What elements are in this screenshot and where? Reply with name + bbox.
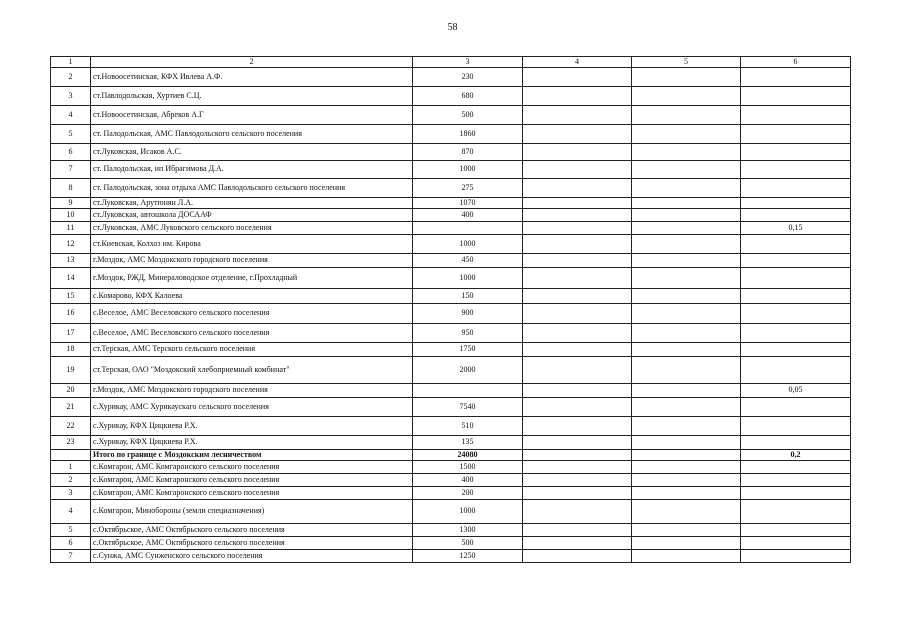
row-col-5 [632,417,741,436]
row-number: 15 [51,289,91,304]
table-row [51,235,851,254]
row-col-4 [523,87,632,106]
row-name: ст.Луковская, АМС Луковского сельского поселения [91,222,413,235]
row-number [51,450,91,461]
row-col-4 [523,537,632,550]
row-col-3: 1000 [413,268,523,289]
row-number: 19 [51,357,91,384]
row-col-3: 870 [413,144,523,161]
row-col-4 [523,268,632,289]
row-col-3: 450 [413,254,523,268]
row-col-4 [523,357,632,384]
row-col-6 [741,68,851,87]
row-col-3: 900 [413,304,523,324]
row-col-4 [523,524,632,537]
row-name: Итого по границе с Моздокским лесничеством [91,450,413,461]
row-name: ст.Терская, АМС Терского сельского поселения [91,343,413,357]
row-col-4 [523,436,632,450]
row-col-3: 680 [413,87,523,106]
table-row [51,68,851,87]
table-row [51,436,851,450]
row-col-5 [632,324,741,343]
row-col-5 [632,450,741,461]
row-col-4 [523,209,632,222]
row-col-6 [741,161,851,179]
header-col-1: 1 [51,57,91,68]
row-name: г.Моздок, АМС Моздокского городского поселения [91,384,413,398]
table-row [51,357,851,384]
row-col-5 [632,222,741,235]
row-col-3: 24080 [413,450,523,461]
row-col-3: 1000 [413,500,523,524]
row-number: 5 [51,125,91,144]
row-col-6: 0,15 [741,222,851,235]
row-col-4 [523,343,632,357]
table-row [51,209,851,222]
row-col-3: 1250 [413,550,523,563]
row-col-3: 2000 [413,357,523,384]
row-col-3: 500 [413,537,523,550]
table-row [51,461,851,474]
row-name: с.Веселое, АМС Веселовского сельского поселения [91,324,413,343]
row-number: 3 [51,87,91,106]
row-name: ст.Новоосетинская, КФХ Ивлева А.Ф. [91,68,413,87]
row-col-5 [632,524,741,537]
row-col-4 [523,144,632,161]
row-col-4 [523,417,632,436]
row-number: 23 [51,436,91,450]
row-col-4 [523,179,632,198]
row-col-4 [523,398,632,417]
table-row [51,384,851,398]
table-row [51,474,851,487]
row-col-5 [632,500,741,524]
row-col-3: 275 [413,179,523,198]
table-row [51,500,851,524]
row-number: 3 [51,487,91,500]
row-col-6 [741,324,851,343]
row-col-5 [632,198,741,209]
row-name: г.Моздок, АМС Моздокского городского поселения [91,254,413,268]
row-name: с.Комгарон, АМС Комгаронского сельского поселения [91,487,413,500]
row-col-5 [632,268,741,289]
row-number: 16 [51,304,91,324]
row-col-4 [523,68,632,87]
row-name: ст.Луковская, Исаков А.С. [91,144,413,161]
table-row [51,550,851,563]
row-number: 8 [51,179,91,198]
row-col-6 [741,209,851,222]
row-col-6 [741,179,851,198]
row-name: ст.Новоосетинская, Абреков А.Г [91,106,413,125]
row-number: 14 [51,268,91,289]
row-name: с.Комарово, КФХ Калоева [91,289,413,304]
table-row [51,524,851,537]
row-col-6 [741,461,851,474]
row-col-6 [741,235,851,254]
row-col-4 [523,324,632,343]
row-name: г.Моздок, РЖД, Минераловодское отделение, г.Прохладный [91,268,413,289]
row-name: ст. Палодольская, зона отдыха АМС Павлодольского сельского поселения [91,179,413,198]
row-name: с.Октябрьское, АМС Октябрьского сельского поселения [91,537,413,550]
row-col-4 [523,235,632,254]
table-row [51,106,851,125]
row-col-6 [741,417,851,436]
row-col-3: 1000 [413,161,523,179]
row-col-3: 1070 [413,198,523,209]
row-col-5 [632,537,741,550]
row-name: с.Хурикау, КФХ Цицкиева Р.Х. [91,436,413,450]
row-col-5 [632,209,741,222]
row-col-5 [632,357,741,384]
row-col-5 [632,461,741,474]
row-col-3: 135 [413,436,523,450]
row-col-5 [632,474,741,487]
row-name: ст.Павлодольская, Хуртиев С.Ц. [91,87,413,106]
row-col-6 [741,487,851,500]
row-col-3: 1750 [413,343,523,357]
row-number: 7 [51,161,91,179]
row-col-6 [741,398,851,417]
row-col-3: 200 [413,487,523,500]
row-col-6 [741,537,851,550]
row-name: ст.Киевская, Колхоз им. Кирова [91,235,413,254]
row-name: с.Октябрьское, АМС Октябрьского сельского поселения [91,524,413,537]
table-row [51,254,851,268]
table-row [51,161,851,179]
row-col-3: 500 [413,106,523,125]
page-number: 58 [447,22,458,33]
row-col-6 [741,289,851,304]
row-name: с.Хурикау, КФХ Цицкиева Р.Х. [91,417,413,436]
table-row [51,537,851,550]
row-col-3: 150 [413,289,523,304]
row-name: с.Комгарон, АМС Комгаронского сельского поселения [91,461,413,474]
row-number: 6 [51,144,91,161]
row-col-6 [741,524,851,537]
row-col-4 [523,461,632,474]
header-col-2: 2 [91,57,413,68]
row-col-6: 0,2 [741,450,851,461]
row-col-6 [741,436,851,450]
row-name: с.Комгарон, АМС Комгаронского сельского поселения [91,474,413,487]
row-col-5 [632,343,741,357]
row-number: 20 [51,384,91,398]
row-col-6 [741,144,851,161]
row-col-4 [523,222,632,235]
row-number: 18 [51,343,91,357]
row-col-5 [632,106,741,125]
row-number: 10 [51,209,91,222]
row-col-5 [632,161,741,179]
row-col-5 [632,235,741,254]
row-col-6 [741,500,851,524]
row-col-5 [632,144,741,161]
row-col-4 [523,198,632,209]
row-name: ст.Терская, ОАО "Моздокский хлебоприемный комбинат" [91,357,413,384]
row-col-3: 1300 [413,524,523,537]
row-col-3: 7540 [413,398,523,417]
row-number: 12 [51,235,91,254]
row-col-3: 1000 [413,235,523,254]
table-row [51,324,851,343]
row-number: 1 [51,461,91,474]
row-col-5 [632,304,741,324]
row-col-5 [632,254,741,268]
row-col-5 [632,87,741,106]
row-col-5 [632,398,741,417]
row-col-3 [413,222,523,235]
table-row [51,304,851,324]
header-col-3: 3 [413,57,523,68]
table-row [51,144,851,161]
row-col-5 [632,384,741,398]
row-number: 4 [51,106,91,125]
row-name: с.Сунжа, АМС Сунженского сельского поселения [91,550,413,563]
header-col-4: 4 [523,57,632,68]
table-row [51,343,851,357]
table-row [51,268,851,289]
row-col-4 [523,161,632,179]
row-col-6 [741,474,851,487]
table-row [51,289,851,304]
row-col-3 [413,384,523,398]
row-col-5 [632,125,741,144]
row-col-3: 230 [413,68,523,87]
table-row [51,450,851,461]
table-row [51,398,851,417]
table-header-row [51,57,851,68]
row-col-3: 950 [413,324,523,343]
row-name: с.Веселое, АМС Веселовского сельского поселения [91,304,413,324]
row-col-4 [523,384,632,398]
row-col-3: 400 [413,474,523,487]
row-col-4 [523,487,632,500]
row-col-4 [523,304,632,324]
row-number: 17 [51,324,91,343]
header-col-6: 6 [741,57,851,68]
row-col-6: 0,05 [741,384,851,398]
row-col-4 [523,125,632,144]
row-name: с.Комгарон, Минобороны (земли специазначения) [91,500,413,524]
row-col-6 [741,357,851,384]
row-col-6 [741,343,851,357]
row-col-4 [523,450,632,461]
row-col-5 [632,487,741,500]
row-col-4 [523,550,632,563]
row-name: ст. Палодольская, ип Ибрагимова Д.А. [91,161,413,179]
row-col-5 [632,289,741,304]
table-row [51,179,851,198]
row-name: с.Хурикау, АМС Хурикаускаго сельского поселения [91,398,413,417]
row-name: ст.Луковская, автошкола ДОСААФ [91,209,413,222]
table-row [51,222,851,235]
row-number: 4 [51,500,91,524]
row-col-4 [523,500,632,524]
row-number: 11 [51,222,91,235]
row-number: 6 [51,537,91,550]
row-col-6 [741,304,851,324]
row-col-6 [741,254,851,268]
row-col-4 [523,474,632,487]
table-row [51,198,851,209]
table-row [51,125,851,144]
table-row [51,487,851,500]
row-number: 21 [51,398,91,417]
row-col-6 [741,87,851,106]
row-number: 13 [51,254,91,268]
row-col-5 [632,436,741,450]
table-row [51,87,851,106]
table-row [51,417,851,436]
row-col-5 [632,68,741,87]
row-col-5 [632,550,741,563]
data-table [50,56,851,563]
row-name: ст.Луковская, Арутюнян Л.А. [91,198,413,209]
row-number: 2 [51,474,91,487]
row-col-3: 510 [413,417,523,436]
row-col-4 [523,254,632,268]
row-name: ст. Палодольская, АМС Павлодольского сельского поселения [91,125,413,144]
row-col-3: 400 [413,209,523,222]
row-col-4 [523,289,632,304]
row-col-3: 1860 [413,125,523,144]
row-number: 9 [51,198,91,209]
row-number: 7 [51,550,91,563]
row-col-3: 1500 [413,461,523,474]
row-col-4 [523,106,632,125]
row-col-6 [741,106,851,125]
row-number: 22 [51,417,91,436]
row-col-6 [741,268,851,289]
row-col-6 [741,198,851,209]
row-number: 2 [51,68,91,87]
row-col-6 [741,125,851,144]
row-number: 5 [51,524,91,537]
row-col-6 [741,550,851,563]
header-col-5: 5 [632,57,741,68]
row-col-5 [632,179,741,198]
